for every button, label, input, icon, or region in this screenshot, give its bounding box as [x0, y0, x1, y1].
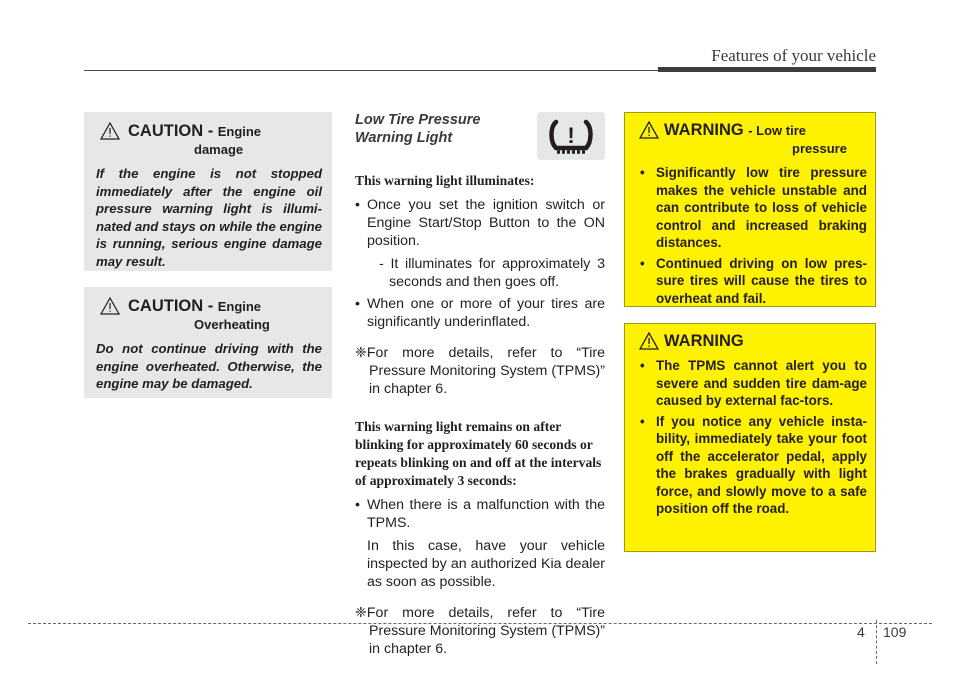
caution-topic: Engine	[217, 299, 262, 314]
list-item: • The TPMS cannot alert you to severe and sudden tire dam-age caused by external fac-tors.	[634, 357, 867, 410]
warning-heading	[634, 332, 867, 351]
tpms-lamp-symbol: !	[567, 123, 575, 148]
caution-box-engine-damage	[84, 112, 332, 271]
bullet-text: Once you set the ignition switch or Engine Start/Stop Button to the ON position.	[367, 197, 605, 249]
list-item: • When one or more of your tires are significantly underinflated.	[355, 295, 605, 331]
warning-triangle-icon	[639, 332, 659, 355]
warning-topic-line2: pressure	[792, 141, 847, 156]
caution-heading	[96, 122, 322, 159]
remains-heading: This warning light remains on after blinking for approximately 60 seconds or repeats blinking on and off at the intervals of approximately 3 seconds:	[355, 419, 602, 488]
section-title	[355, 111, 480, 147]
list-item: • Significantly low tire pressure makes the vehicle unstable and can contribute to loss of vehicle control and increased braking distances.	[634, 164, 867, 252]
tpms-warning-lamp-icon	[537, 112, 605, 160]
bullet-text: When there is a malfunction with the TPMS.	[367, 497, 605, 531]
footer-divider	[876, 620, 877, 664]
remains-list	[355, 496, 605, 591]
list-item	[355, 496, 605, 591]
caution-label: CAUTION -	[128, 122, 214, 140]
warning-box-tpms-limits	[624, 323, 876, 552]
footer-rule	[28, 623, 932, 624]
warning-list	[634, 357, 867, 518]
caution-heading	[96, 297, 322, 334]
caution-topic-line2: damage	[194, 142, 244, 157]
sub-item: - It illuminates for approximately 3 seconds and then goes off.	[379, 256, 605, 290]
list-item: • If you notice any vehicle insta-bility, immediately take your foot off the accelerator pedal, apply the brakes gradually with light force, and slowly move to a safe position off the road.	[634, 413, 867, 518]
warning-list	[634, 164, 867, 307]
page-number: 109	[883, 624, 907, 640]
section-title-line2: Warning Light	[355, 130, 453, 146]
list-item: • Continued driving on low pres-sure tires will cause the tires to overheat and fail.	[634, 255, 867, 308]
caution-body: If the engine is not stopped immediately after the engine oil pressure warning light is illumi-nated and stays on while the engine is running, serious engine damage may result.	[96, 166, 322, 269]
caution-triangle-icon	[100, 122, 120, 145]
reference-note: ❈For more details, refer to “Tire Pressure Monitoring System (TPMS)” in chapter 6.	[355, 605, 605, 657]
caution-label: CAUTION -	[128, 297, 214, 315]
caution-box-engine-overheating	[84, 287, 332, 398]
section-title-line1: Low Tire Pressure	[355, 112, 481, 128]
warning-triangle-icon	[639, 121, 659, 144]
warning-box-low-tire-pressure	[624, 112, 876, 307]
warning-label: WARNING	[664, 121, 744, 139]
warning-heading	[634, 121, 867, 158]
reference-note: ❈For more details, refer to “Tire Pressure Monitoring System (TPMS)” in chapter 6.	[355, 345, 605, 397]
illuminates-list	[355, 196, 605, 331]
header-rule-accent	[658, 67, 876, 72]
warning-label: WARNING	[664, 332, 744, 350]
page-header-title: Features of your vehicle	[711, 46, 876, 65]
caution-topic-line2: Overheating	[194, 317, 270, 332]
caution-topic: Engine	[217, 124, 262, 139]
chapter-number: 4	[857, 624, 865, 640]
caution-body: Do not continue driving with the engine overheated. Otherwise, the engine may be damaged.	[96, 341, 322, 391]
warning-topic: - Low tire	[748, 123, 806, 138]
illuminates-heading: This warning light illuminates:	[355, 173, 535, 188]
list-item	[355, 196, 605, 291]
bullet-paragraph: In this case, have your vehicle inspected by an authorized Kia dealer as soon as possible.	[367, 538, 605, 590]
section-body	[355, 172, 605, 658]
caution-triangle-icon	[100, 297, 120, 320]
